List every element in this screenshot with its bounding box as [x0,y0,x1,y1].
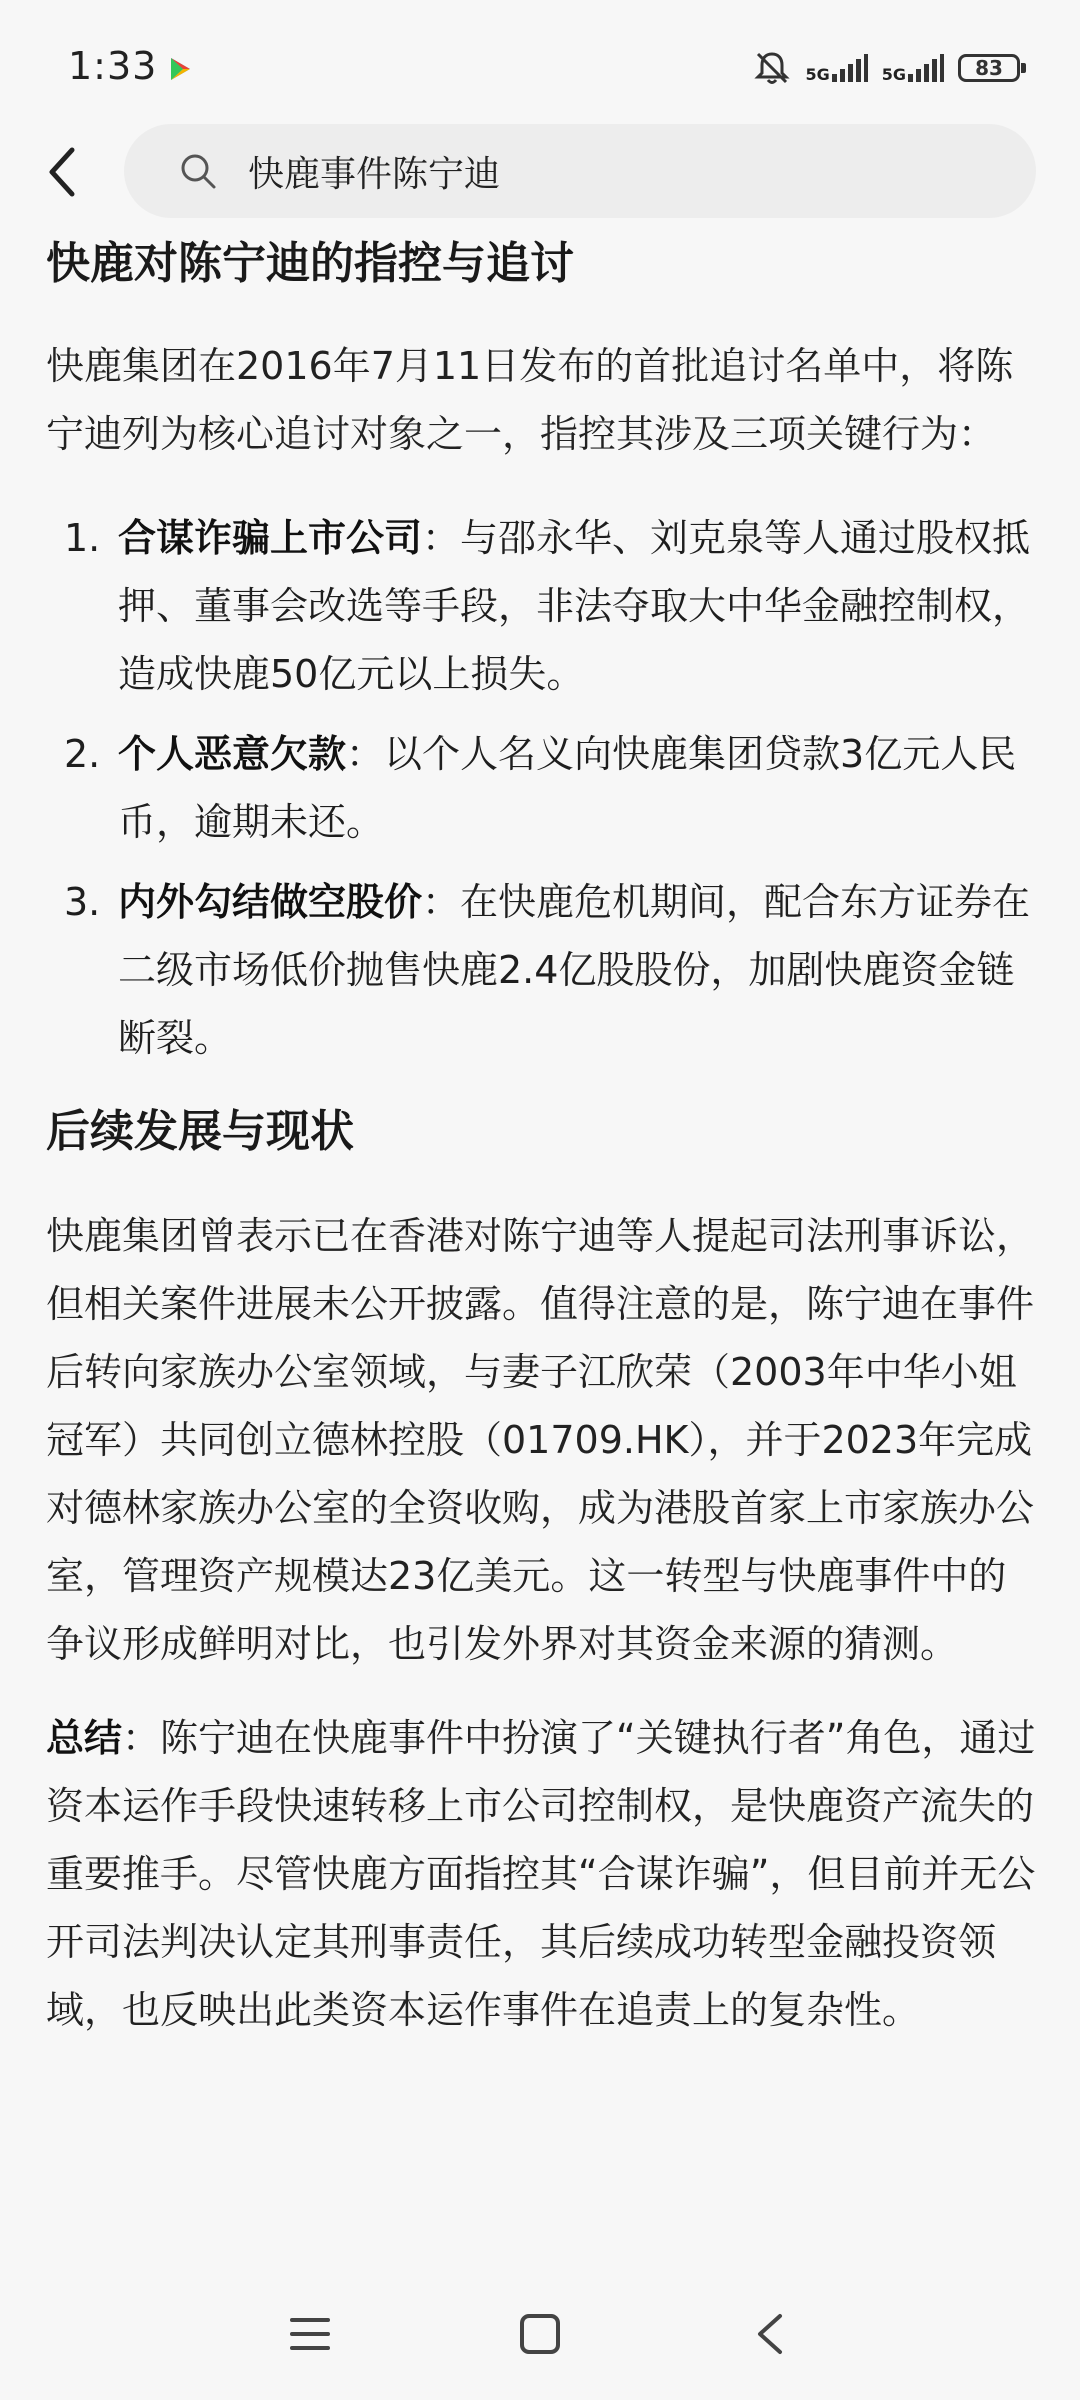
nav-back-button[interactable] [730,2294,810,2374]
status-bar [0,0,1080,120]
summary-label: 总结 [46,1716,123,1760]
list-item-title: 内外勾结做空股价 [118,880,423,924]
status-time: 1:33 [68,44,158,88]
list-item-number: 2. [64,732,101,776]
system-nav-bar [0,2264,1080,2400]
back-button[interactable] [30,140,94,204]
status-icons [753,48,1020,88]
square-home-icon [518,2312,562,2356]
play-store-icon [168,56,194,82]
summary-text: ：陈宁迪在快鹿事件中扮演了“关键执行者”角色，通过资本运作手段快速转移上市公司控制权，是快鹿资产流失的重要推手。尽管快鹿方面指控其“合谋诈骗”，但目前并无公开司法判决认定其刑事责任，其后续成功转型金融投资领域，也反映出此类资本运作事件在追责上的复杂性。 [46,1716,1036,2032]
signal-2 [882,54,944,82]
list-item [46,504,1036,708]
nav-menu-button[interactable] [270,2294,350,2374]
battery-level: 83 [975,56,1003,80]
list-item-title: 合谋诈骗上市公司 [118,516,423,560]
list-item-number: 3. [64,880,101,924]
list-item [46,720,1036,856]
accusation-list [46,504,1036,1072]
back-triangle-icon [752,2310,788,2358]
battery-indicator [958,54,1020,82]
network-label-2: 5G [881,65,906,84]
developments-paragraph: 快鹿集团曾表示已在香港对陈宁迪等人提起司法刑事诉讼，但相关案件进展未公开披露。值得注意的是，陈宁迪在事件后转向家族办公室领域，与妻子江欣荣（2003年中华小姐冠军）共同创立德林控股（01709.HK），并于2023年完成对德林家族办公室的全资收购，成为港股首家上市家族办公室，管理资产规模达23亿美元。这一转型与快鹿事件中的争议形成鲜明对比，也引发外界对其资金来源的猜测。 [46,1214,1035,1666]
list-item [46,868,1036,1072]
search-icon [178,151,218,191]
summary-paragraph [46,1704,1036,2044]
bell-muted-icon [753,49,791,87]
network-label-1: 5G [805,65,830,84]
intro-paragraph: 快鹿集团在2016年7月11日发布的首批追讨名单中，将陈宁迪列为核心追讨对象之一，指控其涉及三项关键行为： [46,344,1014,456]
signal-bars-icon [832,54,868,82]
signal-1 [805,54,867,82]
article-content [46,222,1036,2044]
list-item-text: ：以个人名义向快鹿集团贷款3亿元人民币，逾期未还。 [118,732,1017,844]
menu-icon [288,2314,332,2354]
list-item-text: ：与邵永华、刘克泉等人通过股权抵押、董事会改选等手段，非法夺取大中华金融控制权，造成快鹿50亿元以上损失。 [118,516,1031,696]
signal-bars-icon [908,54,944,82]
chevron-left-icon [42,144,82,200]
section-heading-developments: 后续发展与现状 [46,1106,354,1157]
nav-home-button[interactable] [500,2294,580,2374]
list-item-number: 1. [64,516,101,560]
section-heading-accusations: 快鹿对陈宁迪的指控与追讨 [46,238,574,289]
list-item-text: ：在快鹿危机期间，配合东方证券在二级市场低价抛售快鹿2.4亿股股份，加剧快鹿资金链断裂。 [118,880,1031,1060]
search-header [0,122,1080,222]
search-input[interactable] [124,124,1036,218]
list-item-title: 个人恶意欠款 [118,732,347,776]
search-query: 快鹿事件陈宁迪 [248,153,501,195]
